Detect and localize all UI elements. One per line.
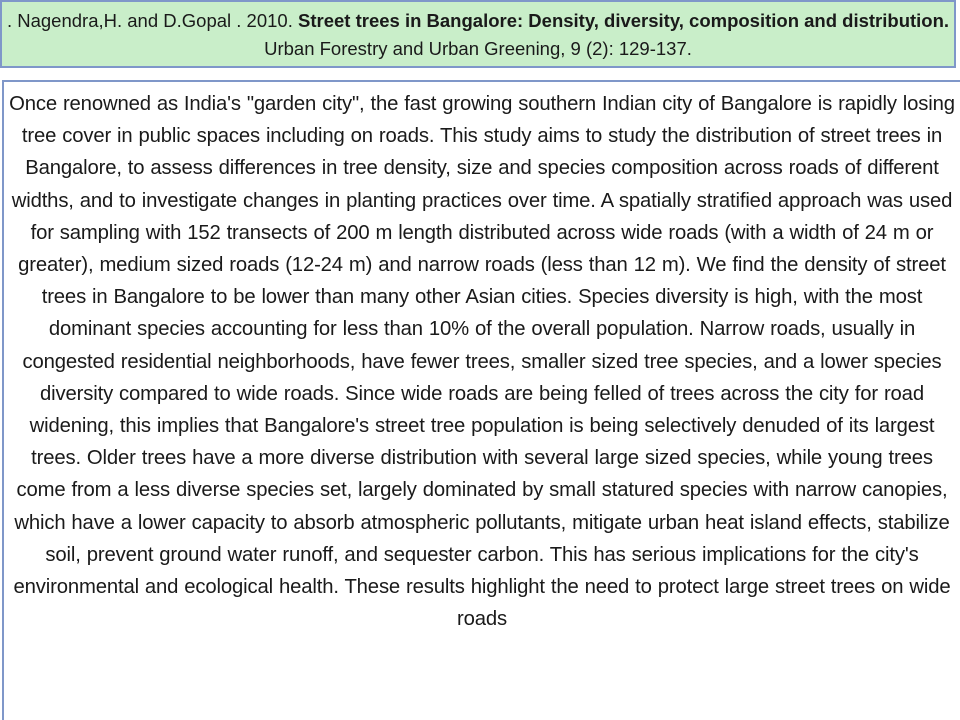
citation-journal: Urban Forestry and Urban Greening, 9 (2): 129-137. <box>264 38 692 59</box>
abstract-box <box>2 80 960 720</box>
citation-box <box>0 0 956 68</box>
abstract-text: Once renowned as India's "garden city", the fast growing southern Indian city of Bangalore is rapidly losing tree cover in public spaces including on roads. This study aims to study the distribution of street trees in Bangalore, to assess differences in tree density, size and species composition across roads of different widths, and to investigate changes in planting practices over time. A spatially stratified approach was used for sampling with 152 transects of 200 m length distributed across wide roads (with a width of 24 m or greater), medium sized roads (12-24 m) and narrow roads (less than 12 m). We find the density of street trees in Bangalore to be lower than many other Asian cities. Species diversity is high, with the most dominant species accounting for less than 10% of the overall population. Narrow roads, usually in congested residential neighborhoods, have fewer trees, smaller sized tree species, and a lower species diversity compared to wide roads. Since wide roads are being felled of trees across the city for road widening, this implies that Bangalore's street tree population is being selectively denuded of its largest trees. Older trees have a more diverse distribution with several large sized species, while young trees come from a less diverse species set, largely dominated by small statured species with narrow canopies, which have a lower capacity to absorb atmospheric pollutants, mitigate urban heat island effects, stabilize soil, prevent ground water runoff, and sequester carbon. This has serious implications for the city's environmental and ecological health. These results highlight the need to protect large street trees on wide roads <box>9 93 955 631</box>
citation-title: Street trees in Bangalore: Density, diversity, composition and distribution. <box>298 10 950 31</box>
citation-authors: . Nagendra,H. and D.Gopal . 2010. <box>6 10 298 31</box>
